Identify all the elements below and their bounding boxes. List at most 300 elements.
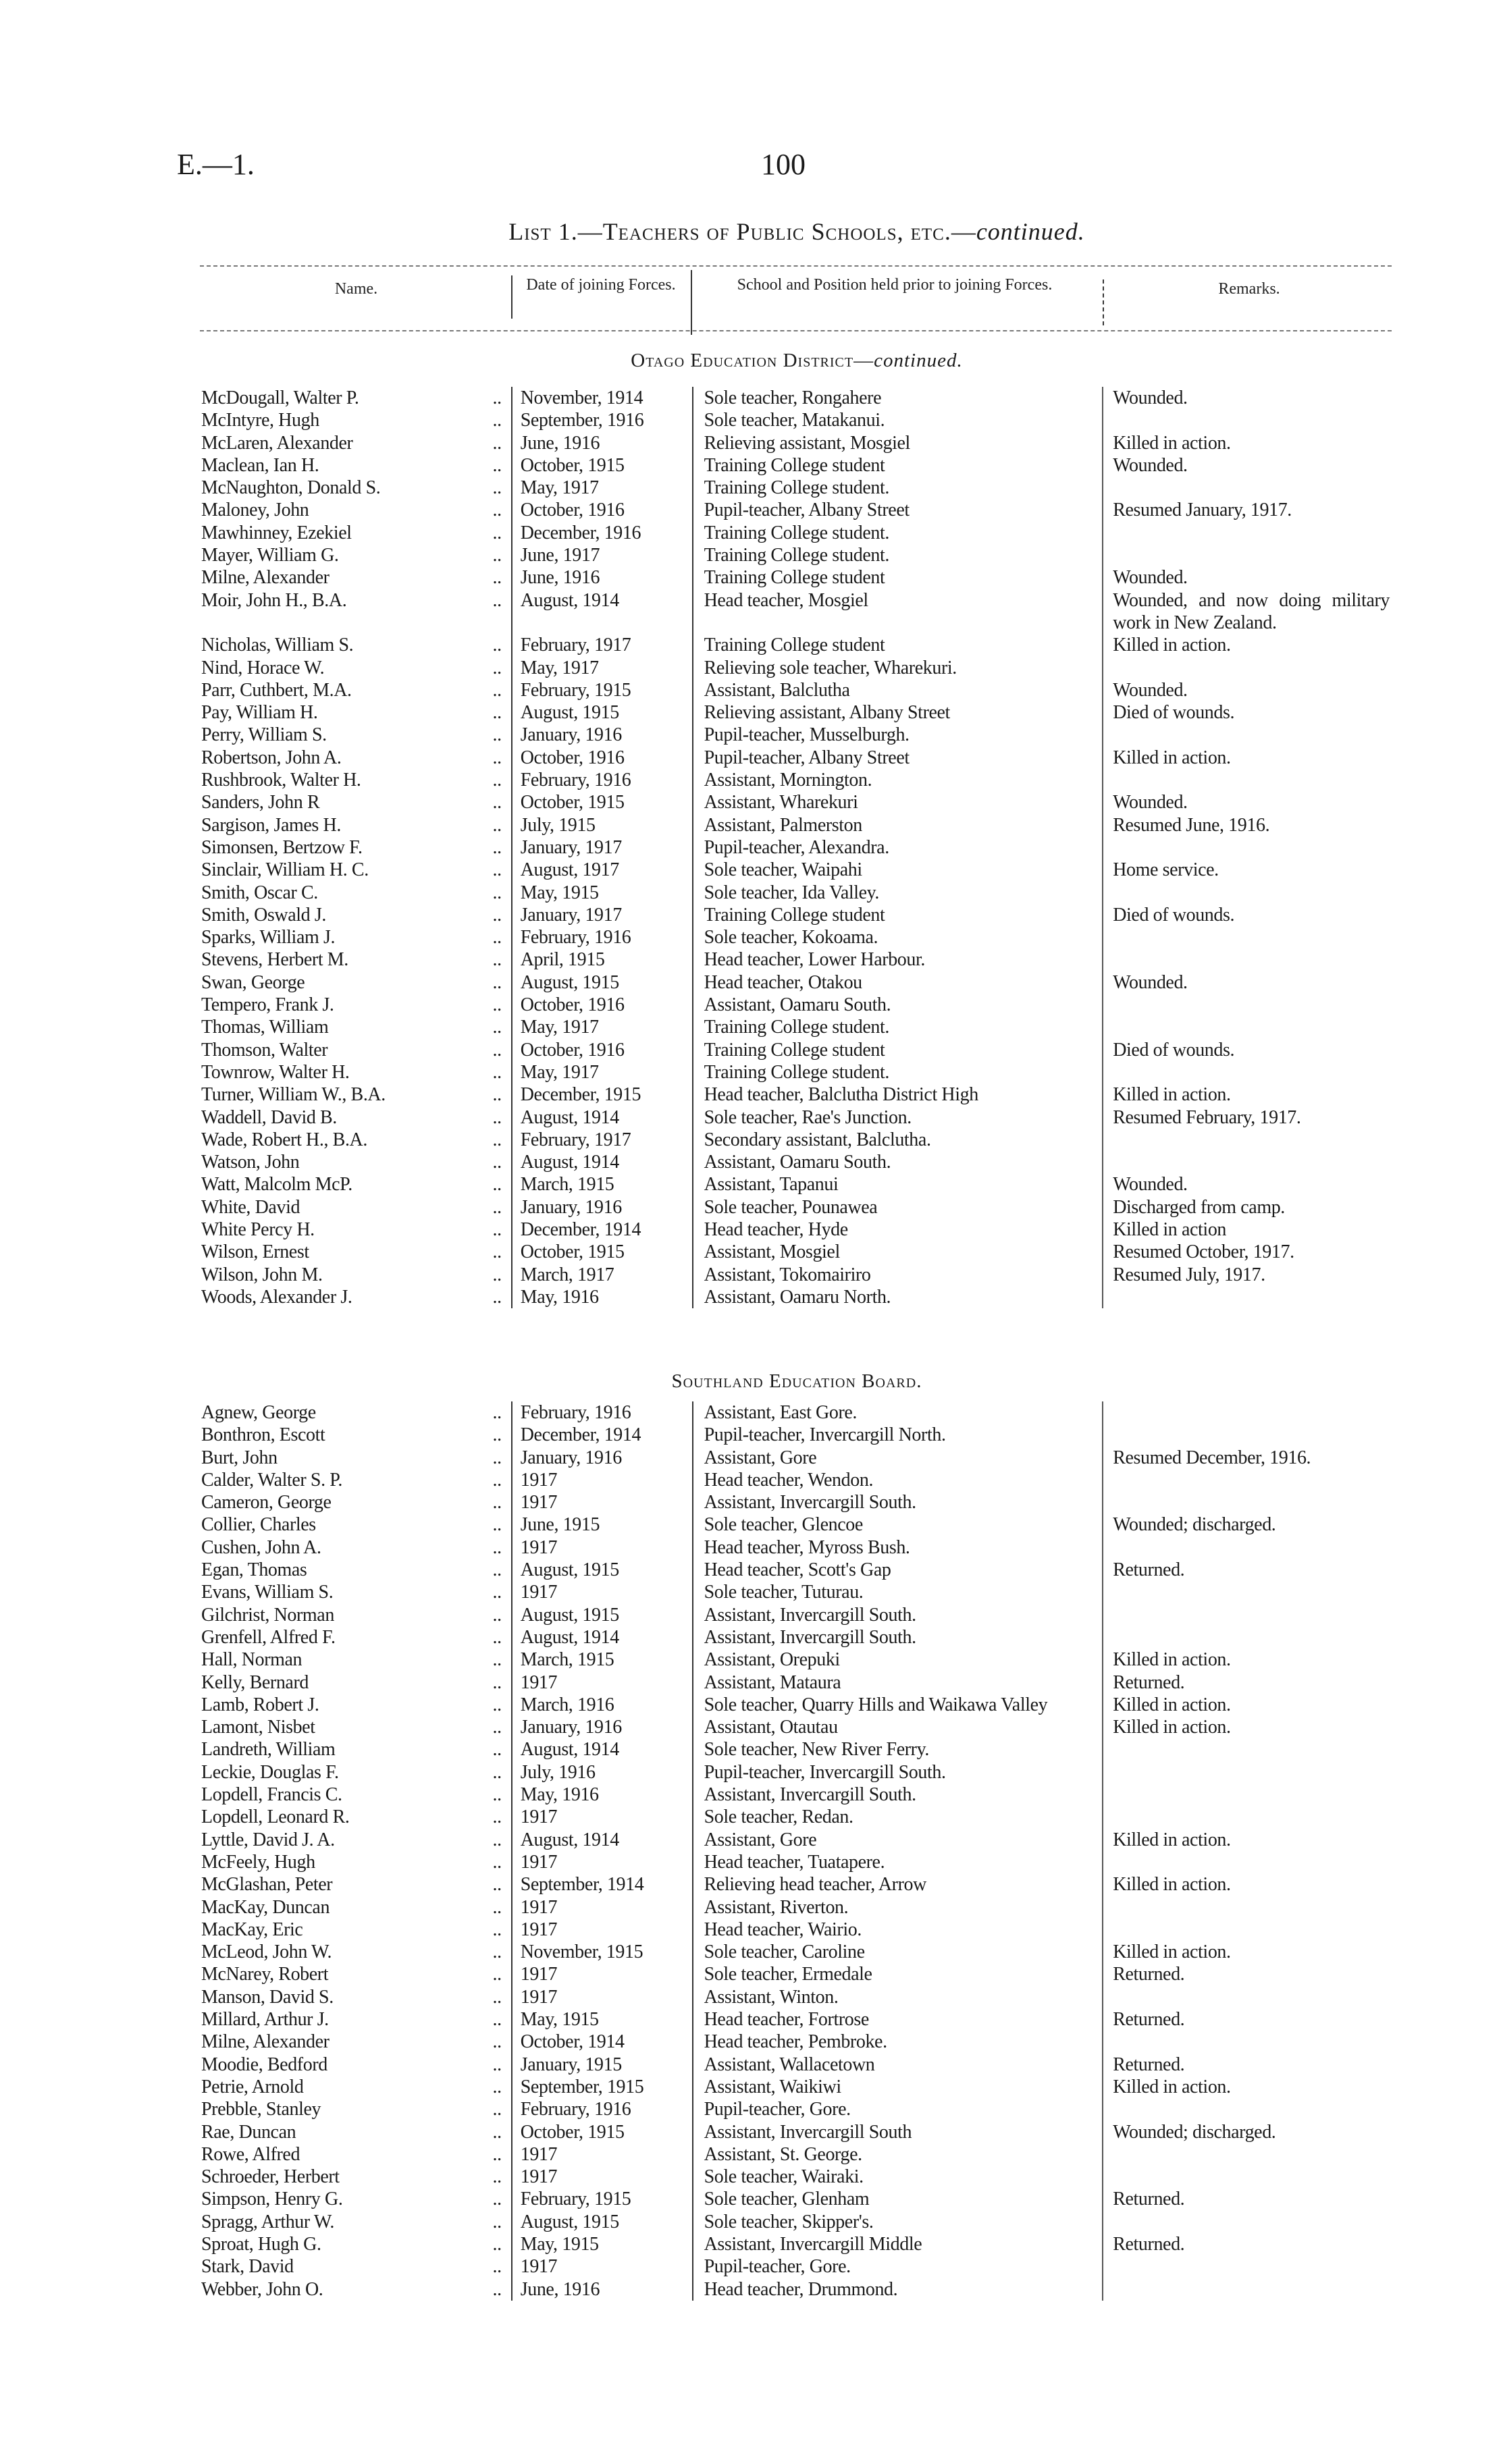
previous-position: Relieving assistant, Albany Street	[692, 701, 1103, 724]
date-joined: November, 1915	[511, 1941, 692, 1963]
teacher-name: Leckie, Douglas F. ..	[201, 1761, 511, 1784]
previous-position: Assistant, Wharekuri	[692, 791, 1103, 813]
remarks	[1102, 1286, 1390, 1308]
table-row	[201, 1941, 1390, 1963]
remarks	[1102, 1738, 1390, 1761]
remarks: Resumed January, 1917.	[1102, 499, 1390, 521]
remarks	[1102, 1784, 1390, 1806]
date-joined: February, 1916	[511, 1401, 692, 1424]
date-joined: December, 1915	[511, 1083, 692, 1106]
remarks	[1102, 1491, 1390, 1514]
teacher-name: McIntyre, Hugh ..	[201, 409, 511, 431]
date-joined: October, 1915	[511, 454, 692, 477]
table-row	[201, 2166, 1390, 2188]
teacher-name: White, David ..	[201, 1196, 511, 1218]
table-row	[201, 1873, 1390, 1896]
remarks	[1102, 836, 1390, 859]
teacher-name: Simpson, Henry G. ..	[201, 2188, 511, 2210]
previous-position: Assistant, Riverton.	[692, 1896, 1103, 1919]
previous-position: Assistant, East Gore.	[692, 1401, 1103, 1424]
remarks: Returned.	[1102, 2054, 1390, 2076]
previous-position: Sole teacher, Glencoe	[692, 1514, 1103, 1536]
remarks: Resumed October, 1917.	[1102, 1241, 1390, 1263]
date-joined: 1917	[511, 1851, 692, 1873]
teacher-name: Schroeder, Herbert ..	[201, 2166, 511, 2188]
date-joined: January, 1917	[511, 836, 692, 859]
remarks	[1102, 1626, 1390, 1649]
table-row	[201, 1151, 1390, 1173]
previous-position: Sole teacher, Pounawea	[692, 1196, 1103, 1218]
date-joined: August, 1914	[511, 1106, 692, 1129]
date-joined: April, 1915	[511, 948, 692, 971]
teacher-name: Hall, Norman ..	[201, 1649, 511, 1671]
teacher-name: Petrie, Arnold ..	[201, 2076, 511, 2098]
teacher-name: McNarey, Robert ..	[201, 1963, 511, 1985]
remarks: Killed in action.	[1102, 1941, 1390, 1963]
table-row	[201, 1694, 1390, 1716]
date-joined: August, 1914	[511, 1151, 692, 1173]
teacher-name: McDougall, Walter P. ..	[201, 387, 511, 409]
previous-position: Assistant, St. George.	[692, 2143, 1103, 2166]
previous-position: Assistant, Oamaru North.	[692, 1286, 1103, 1308]
previous-position: Assistant, Invercargill South.	[692, 1491, 1103, 1514]
teacher-name: Robertson, John A. ..	[201, 747, 511, 769]
teacher-name: Webber, John O. ..	[201, 2278, 511, 2301]
teacher-name: Milne, Alexander ..	[201, 2031, 511, 2053]
table-row	[201, 2076, 1390, 2098]
previous-position: Assistant, Invercargill South.	[692, 1604, 1103, 1626]
teacher-name: Smith, Oswald J. ..	[201, 904, 511, 926]
date-joined: May, 1916	[511, 1286, 692, 1308]
remarks	[1102, 1919, 1390, 1941]
table-row	[201, 2054, 1390, 2076]
remarks	[1102, 1016, 1390, 1038]
table-row	[201, 1129, 1390, 1151]
remarks: Killed in action.	[1102, 747, 1390, 769]
teacher-name: Watt, Malcolm McP. ..	[201, 1173, 511, 1196]
teacher-name: Sproat, Hugh G. ..	[201, 2233, 511, 2255]
teacher-name: McGlashan, Peter ..	[201, 1873, 511, 1896]
table-row	[201, 1716, 1390, 1738]
remarks: Home service.	[1102, 859, 1390, 881]
previous-position: Assistant, Mosgiel	[692, 1241, 1103, 1263]
date-joined: 1917	[511, 1469, 692, 1491]
previous-position: Training College student	[692, 454, 1103, 477]
previous-position: Pupil-teacher, Invercargill South.	[692, 1761, 1103, 1784]
remarks	[1102, 1536, 1390, 1559]
remarks: Killed in action	[1102, 1218, 1390, 1241]
teacher-name: McLeod, John W. ..	[201, 1941, 511, 1963]
table-row	[201, 566, 1390, 589]
previous-position: Assistant, Invercargill South	[692, 2121, 1103, 2143]
table-row	[201, 522, 1390, 544]
table-row	[201, 1784, 1390, 1806]
header-bottom-rule	[200, 330, 1392, 331]
table-row	[201, 1896, 1390, 1919]
table-row	[201, 2188, 1390, 2210]
date-joined: January, 1916	[511, 1196, 692, 1218]
teacher-name: Thomas, William ..	[201, 1016, 511, 1038]
teacher-name: Collier, Charles ..	[201, 1514, 511, 1536]
remarks: Returned.	[1102, 2008, 1390, 2031]
teacher-name: Lyttle, David J. A. ..	[201, 1829, 511, 1851]
teacher-name: Rae, Duncan ..	[201, 2121, 511, 2143]
table-row	[201, 432, 1390, 454]
previous-position: Sole teacher, Ermedale	[692, 1963, 1103, 1985]
table-row	[201, 1447, 1390, 1469]
remarks	[1102, 1986, 1390, 2008]
teacher-name: Sparks, William J. ..	[201, 926, 511, 948]
table-row	[201, 836, 1390, 859]
previous-position: Head teacher, Myross Bush.	[692, 1536, 1103, 1559]
date-joined: January, 1916	[511, 724, 692, 746]
teacher-name: Smith, Oscar C. ..	[201, 882, 511, 904]
teacher-name: Millard, Arthur J. ..	[201, 2008, 511, 2031]
date-joined: February, 1916	[511, 2098, 692, 2120]
teacher-name: Grenfell, Alfred F. ..	[201, 1626, 511, 1649]
teacher-name: Stevens, Herbert M. ..	[201, 948, 511, 971]
table-row	[201, 454, 1390, 477]
date-joined: March, 1915	[511, 1173, 692, 1196]
teacher-name: Pay, William H. ..	[201, 701, 511, 724]
section-title-otago	[203, 350, 1391, 372]
otago-teacher-list	[201, 387, 1390, 1308]
date-joined: March, 1916	[511, 1694, 692, 1716]
date-joined: August, 1915	[511, 1559, 692, 1581]
teacher-name: Lamb, Robert J. ..	[201, 1694, 511, 1716]
remarks: Killed in action.	[1102, 432, 1390, 454]
date-joined: May, 1917	[511, 477, 692, 499]
date-joined: October, 1916	[511, 1039, 692, 1061]
teacher-name: Swan, George ..	[201, 971, 511, 994]
previous-position: Sole teacher, Rongahere	[692, 387, 1103, 409]
remarks	[1102, 1581, 1390, 1603]
date-joined: 1917	[511, 1581, 692, 1603]
previous-position: Head teacher, Pembroke.	[692, 2031, 1103, 2053]
previous-position: Relieving assistant, Mosgiel	[692, 432, 1103, 454]
remarks: Killed in action.	[1102, 1694, 1390, 1716]
previous-position: Assistant, Mataura	[692, 1671, 1103, 1694]
teacher-name: Egan, Thomas ..	[201, 1559, 511, 1581]
column-header-remarks: Remarks.	[1218, 280, 1280, 298]
table-row	[201, 1604, 1390, 1626]
previous-position: Head teacher, Fortrose	[692, 2008, 1103, 2031]
table-row	[201, 1016, 1390, 1038]
date-joined: July, 1915	[511, 814, 692, 836]
remarks: Wounded; discharged.	[1102, 1514, 1390, 1536]
date-joined: August, 1915	[511, 701, 692, 724]
table-row	[201, 1986, 1390, 2008]
table-row	[201, 747, 1390, 769]
table-row	[201, 1851, 1390, 1873]
table-row	[201, 1738, 1390, 1761]
remarks: Killed in action.	[1102, 1829, 1390, 1851]
remarks	[1102, 724, 1390, 746]
teacher-name: Agnew, George ..	[201, 1401, 511, 1424]
table-row	[201, 2031, 1390, 2053]
table-row	[201, 1196, 1390, 1218]
previous-position: Head teacher, Drummond.	[692, 2278, 1103, 2301]
date-joined: 1917	[511, 1671, 692, 1694]
table-row	[201, 1469, 1390, 1491]
previous-position: Assistant, Invercargill Middle	[692, 2233, 1103, 2255]
table-row	[201, 859, 1390, 881]
remarks	[1102, 1469, 1390, 1491]
table-row	[201, 1039, 1390, 1061]
teacher-name: Turner, William W., B.A. ..	[201, 1083, 511, 1106]
previous-position: Secondary assistant, Balclutha.	[692, 1129, 1103, 1151]
previous-position: Sole teacher, Caroline	[692, 1941, 1103, 1963]
previous-position: Sole teacher, Quarry Hills and Waikawa Valley	[692, 1694, 1103, 1716]
date-joined: July, 1916	[511, 1761, 692, 1784]
date-joined: 1917	[511, 1806, 692, 1828]
previous-position: Head teacher, Lower Harbour.	[692, 948, 1103, 971]
table-row	[201, 1173, 1390, 1196]
remarks	[1102, 544, 1390, 566]
teacher-name: Cushen, John A. ..	[201, 1536, 511, 1559]
date-joined: August, 1914	[511, 589, 692, 635]
previous-position: Assistant, Invercargill South.	[692, 1784, 1103, 1806]
remarks: Wounded.	[1102, 679, 1390, 701]
date-joined: June, 1916	[511, 432, 692, 454]
column-header-name: Name.	[334, 280, 378, 298]
date-joined: June, 1917	[511, 544, 692, 566]
previous-position: Assistant, Orepuki	[692, 1649, 1103, 1671]
table-row	[201, 1241, 1390, 1263]
remarks	[1102, 2031, 1390, 2053]
previous-position: Assistant, Oamaru South.	[692, 1151, 1103, 1173]
previous-position: Sole teacher, Kokoama.	[692, 926, 1103, 948]
table-row	[201, 1424, 1390, 1446]
teacher-name: McFeely, Hugh ..	[201, 1851, 511, 1873]
teacher-name: Moodie, Bedford ..	[201, 2054, 511, 2076]
table-row	[201, 1083, 1390, 1106]
date-joined: December, 1914	[511, 1218, 692, 1241]
teacher-name: Landreth, William ..	[201, 1738, 511, 1761]
date-joined: 1917	[511, 1963, 692, 1985]
remarks: Died of wounds.	[1102, 904, 1390, 926]
previous-position: Assistant, Balclutha	[692, 679, 1103, 701]
date-joined: January, 1915	[511, 2054, 692, 2076]
teacher-name: McLaren, Alexander ..	[201, 432, 511, 454]
teacher-name: Simonsen, Bertzow F. ..	[201, 836, 511, 859]
remarks: Wounded.	[1102, 791, 1390, 813]
date-joined: February, 1915	[511, 2188, 692, 2210]
remarks: Returned.	[1102, 1671, 1390, 1694]
date-joined: 1917	[511, 1986, 692, 2008]
teacher-name: Wilson, Ernest ..	[201, 1241, 511, 1263]
table-row	[201, 2143, 1390, 2166]
remarks	[1102, 409, 1390, 431]
date-joined: September, 1916	[511, 409, 692, 431]
teacher-name: Stark, David ..	[201, 2255, 511, 2278]
table-row	[201, 1106, 1390, 1129]
previous-position: Sole teacher, Matakanui.	[692, 409, 1103, 431]
teacher-name: MacKay, Eric ..	[201, 1919, 511, 1941]
previous-position: Assistant, Palmerston	[692, 814, 1103, 836]
table-row	[201, 499, 1390, 521]
teacher-name: Cameron, George ..	[201, 1491, 511, 1514]
table-row	[201, 1264, 1390, 1286]
date-joined: 1917	[511, 2255, 692, 2278]
table-row	[201, 2233, 1390, 2255]
table-row	[201, 882, 1390, 904]
list-title	[203, 217, 1391, 246]
remarks	[1102, 1061, 1390, 1083]
teacher-name: Woods, Alexander J. ..	[201, 1286, 511, 1308]
previous-position: Assistant, Invercargill South.	[692, 1626, 1103, 1649]
teacher-name: White Percy H. ..	[201, 1218, 511, 1241]
table-row	[201, 1218, 1390, 1241]
header-divider	[511, 275, 512, 319]
header-divider	[691, 270, 692, 335]
date-joined: May, 1917	[511, 1016, 692, 1038]
teacher-name: Lopdell, Leonard R. ..	[201, 1806, 511, 1828]
previous-position: Head teacher, Mosgiel	[692, 589, 1103, 635]
teacher-name: Burt, John ..	[201, 1447, 511, 1469]
previous-position: Assistant, Winton.	[692, 1986, 1103, 2008]
date-joined: February, 1917	[511, 634, 692, 656]
previous-position: Assistant, Tapanui	[692, 1173, 1103, 1196]
teacher-name: Tempero, Frank J. ..	[201, 994, 511, 1016]
date-joined: June, 1916	[511, 2278, 692, 2301]
table-row	[201, 1806, 1390, 1828]
table-row	[201, 1671, 1390, 1694]
remarks	[1102, 477, 1390, 499]
southland-teacher-list	[201, 1401, 1390, 2301]
teacher-name: Mayer, William G. ..	[201, 544, 511, 566]
table-row	[201, 1581, 1390, 1603]
date-joined: May, 1915	[511, 2008, 692, 2031]
remarks: Returned.	[1102, 1559, 1390, 1581]
remarks: Wounded.	[1102, 387, 1390, 409]
remarks: Discharged from camp.	[1102, 1196, 1390, 1218]
date-joined: August, 1915	[511, 2211, 692, 2233]
remarks: Wounded, and now doing military work in New Zealand.	[1102, 589, 1390, 635]
remarks: Killed in action.	[1102, 1649, 1390, 1671]
previous-position: Training College student	[692, 566, 1103, 589]
previous-position: Training College student.	[692, 477, 1103, 499]
remarks	[1102, 657, 1390, 679]
teacher-name: Waddell, David B. ..	[201, 1106, 511, 1129]
remarks: Resumed July, 1917.	[1102, 1264, 1390, 1286]
remarks: Wounded.	[1102, 1173, 1390, 1196]
column-header-school: School and Position held prior to joining Forces.	[737, 276, 1053, 294]
remarks	[1102, 926, 1390, 948]
header-top-rule	[200, 265, 1392, 267]
remarks	[1102, 1851, 1390, 1873]
table-row	[201, 2278, 1390, 2301]
teacher-name: Milne, Alexander ..	[201, 566, 511, 589]
date-joined: 1917	[511, 2143, 692, 2166]
remarks: Resumed June, 1916.	[1102, 814, 1390, 836]
date-joined: November, 1914	[511, 387, 692, 409]
previous-position: Relieving head teacher, Arrow	[692, 1873, 1103, 1896]
remarks	[1102, 1151, 1390, 1173]
table-row	[201, 544, 1390, 566]
previous-position: Training College student	[692, 1039, 1103, 1061]
teacher-name: Watson, John ..	[201, 1151, 511, 1173]
date-joined: August, 1915	[511, 1604, 692, 1626]
date-joined: October, 1916	[511, 747, 692, 769]
table-row	[201, 926, 1390, 948]
date-joined: March, 1917	[511, 1264, 692, 1286]
date-joined: September, 1914	[511, 1873, 692, 1896]
previous-position: Sole teacher, Waipahi	[692, 859, 1103, 881]
previous-position: Pupil-teacher, Alexandra.	[692, 836, 1103, 859]
remarks	[1102, 1896, 1390, 1919]
list-title-main: List 1.—Teachers of Public Schools, etc.—	[508, 218, 976, 245]
teacher-name: Moir, John H., B.A. ..	[201, 589, 511, 635]
remarks: Killed in action.	[1102, 1716, 1390, 1738]
date-joined: 1917	[511, 1491, 692, 1514]
remarks	[1102, 2143, 1390, 2166]
remarks	[1102, 948, 1390, 971]
table-row	[201, 2121, 1390, 2143]
date-joined: 1917	[511, 1919, 692, 1941]
teacher-name: Evans, William S. ..	[201, 1581, 511, 1603]
table-row	[201, 1491, 1390, 1514]
previous-position: Assistant, Tokomairiro	[692, 1264, 1103, 1286]
table-row	[201, 1649, 1390, 1671]
table-row	[201, 679, 1390, 701]
remarks: Killed in action.	[1102, 1083, 1390, 1106]
teacher-name: Lamont, Nisbet ..	[201, 1716, 511, 1738]
table-row	[201, 1829, 1390, 1851]
date-joined: August, 1915	[511, 971, 692, 994]
date-joined: October, 1915	[511, 2121, 692, 2143]
remarks: Returned.	[1102, 1963, 1390, 1985]
previous-position: Head teacher, Tuatapere.	[692, 1851, 1103, 1873]
remarks	[1102, 2278, 1390, 2301]
page-number: 100	[761, 148, 806, 181]
previous-position: Head teacher, Wairio.	[692, 1919, 1103, 1941]
teacher-name: Wilson, John M. ..	[201, 1264, 511, 1286]
remarks: Returned.	[1102, 2188, 1390, 2210]
date-joined: June, 1916	[511, 566, 692, 589]
date-joined: May, 1915	[511, 882, 692, 904]
teacher-name: Maclean, Ian H. ..	[201, 454, 511, 477]
previous-position: Assistant, Otautau	[692, 1716, 1103, 1738]
table-row	[201, 1761, 1390, 1784]
previous-position: Sole teacher, Skipper's.	[692, 2211, 1103, 2233]
teacher-name: Sanders, John R ..	[201, 791, 511, 813]
table-row	[201, 477, 1390, 499]
teacher-name: McNaughton, Donald S. ..	[201, 477, 511, 499]
table-row	[201, 1514, 1390, 1536]
previous-position: Assistant, Gore	[692, 1447, 1103, 1469]
teacher-name: Bonthron, Escott ..	[201, 1424, 511, 1446]
previous-position: Pupil-teacher, Gore.	[692, 2255, 1103, 2278]
date-joined: February, 1916	[511, 769, 692, 791]
table-row	[201, 769, 1390, 791]
table-row	[201, 948, 1390, 971]
table-row	[201, 1061, 1390, 1083]
date-joined: February, 1915	[511, 679, 692, 701]
date-joined: August, 1914	[511, 1626, 692, 1649]
remarks: Resumed February, 1917.	[1102, 1106, 1390, 1129]
date-joined: August, 1914	[511, 1829, 692, 1851]
date-joined: December, 1914	[511, 1424, 692, 1446]
previous-position: Training College student	[692, 634, 1103, 656]
table-row	[201, 2255, 1390, 2278]
previous-position: Pupil-teacher, Musselburgh.	[692, 724, 1103, 746]
previous-position: Pupil-teacher, Gore.	[692, 2098, 1103, 2120]
date-joined: June, 1915	[511, 1514, 692, 1536]
date-joined: January, 1917	[511, 904, 692, 926]
remarks: Wounded.	[1102, 454, 1390, 477]
date-joined: May, 1916	[511, 1784, 692, 1806]
